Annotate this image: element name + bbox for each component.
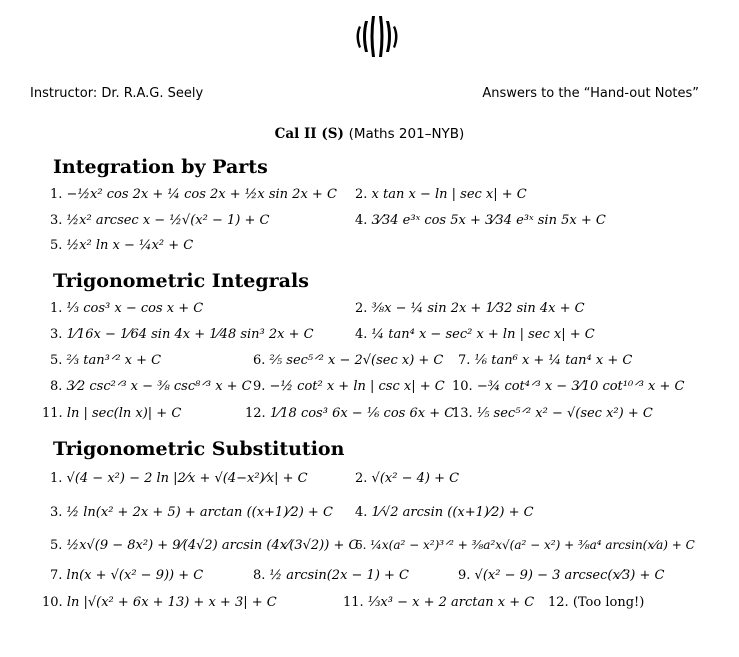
answer-sub-9 [458, 568, 664, 583]
answer-number: 5. [50, 538, 63, 553]
answer-text: ¼x(a² − x²)³ᐟ² + ⅜a²x√(a² − x²) + ⅜a⁴ arcsin(x⁄a) + C [370, 538, 695, 552]
answer-text: ⅙ tan⁶ x + ¼ tan⁴ x + C [474, 353, 633, 368]
answer-text: 1⁄16x − 1⁄64 sin 4x + 1⁄48 sin³ 2x + C [66, 327, 314, 342]
answer-sub-5 [50, 538, 358, 553]
course-code: Cal II (S) [274, 126, 344, 142]
answer-text: (Too long!) [572, 595, 645, 610]
answer-text: −½ cot² x + ln | csc x| + C [269, 379, 445, 394]
answer-trig-2 [355, 301, 585, 316]
answer-number: 1. [50, 471, 63, 486]
answer-number: 12. [245, 406, 266, 421]
answer-number: 8. [50, 379, 63, 394]
answer-trig-8 [50, 379, 252, 394]
answer-text: 3⁄2 csc²ᐟ³ x − ⅜ csc⁸ᐟ³ x + C [66, 379, 252, 394]
answer-sub-8 [253, 568, 409, 583]
answer-number: 1. [50, 301, 63, 316]
answer-trig-4 [355, 327, 595, 342]
answer-number: 3. [50, 505, 63, 520]
answer-text: 1⁄√2 arcsin ((x+1)⁄2) + C [371, 505, 534, 520]
answer-text: ½ arcsin(2x − 1) + C [269, 568, 410, 583]
answer-sub-4 [355, 505, 534, 520]
answer-trig-6 [253, 353, 443, 368]
answer-text: √(x² − 4) + C [371, 471, 460, 486]
answer-number: 11. [343, 595, 364, 610]
answer-number: 12. [548, 595, 569, 610]
answer-text: ln | sec(ln x)| + C [66, 406, 182, 421]
answer-number: 5. [50, 353, 63, 368]
answer-number: 11. [42, 406, 63, 421]
answer-parts-1 [50, 187, 337, 202]
answer-text: ⅜x − ¼ sin 2x + 1⁄32 sin 4x + C [371, 301, 585, 316]
answer-text: ¼ tan⁴ x − sec² x + ln | sec x| + C [371, 327, 595, 342]
answer-text: ln |√(x² + 6x + 13) + x + 3| + C [66, 595, 277, 610]
answer-number: 9. [253, 379, 266, 394]
answer-text: √(4 − x²) − 2 ln |2⁄x + √(4−x²)⁄x| + C [66, 471, 308, 486]
section-title-integration-by-parts: Integration by Parts [53, 156, 268, 178]
answer-number: 4. [355, 505, 368, 520]
answer-number: 2. [355, 471, 368, 486]
answer-text: ⅓ cos³ x − cos x + C [66, 301, 204, 316]
answer-sub-2 [355, 471, 459, 486]
answer-trig-9 [253, 379, 445, 394]
answer-parts-4 [355, 213, 606, 228]
answer-number: 5. [50, 238, 63, 253]
document-title: Answers to the “Hand-out Notes” [482, 86, 699, 101]
answer-trig-13 [452, 406, 653, 421]
answer-trig-5 [50, 353, 161, 368]
answer-number: 4. [355, 327, 368, 342]
answer-text: ln(x + √(x² − 9)) + C [66, 568, 204, 583]
answer-trig-12 [245, 406, 454, 421]
instructor-name: Instructor: Dr. R.A.G. Seely [30, 86, 204, 101]
answer-number: 3. [50, 327, 63, 342]
answer-number: 4. [355, 213, 368, 228]
answer-text: ½x√(9 − 8x²) + 9⁄(4√2) arcsin (4x⁄(3√2)) + C [66, 538, 359, 553]
course-number: (Maths 201–NYB) [348, 126, 465, 142]
answer-sub-3 [50, 505, 333, 520]
answer-number: 6. [355, 538, 367, 552]
section-title-trigonometric-substitution: Trigonometric Substitution [53, 438, 345, 460]
answer-sub-6 [355, 538, 695, 552]
answer-number: 9. [458, 568, 471, 583]
answer-text: ½x² ln x − ¼x² + C [66, 238, 194, 253]
answer-text: x tan x − ln | sec x| + C [371, 187, 527, 202]
answer-trig-10 [452, 379, 685, 394]
answer-parts-3 [50, 213, 269, 228]
answer-text: √(x² − 9) − 3 arcsec(x⁄3) + C [474, 568, 665, 583]
answer-text: ⅔ tan³ᐟ² x + C [66, 353, 162, 368]
answer-number: 10. [452, 379, 473, 394]
answer-number: 10. [42, 595, 63, 610]
answer-number: 3. [50, 213, 63, 228]
answer-sub-11 [343, 595, 534, 610]
answer-text: ⅖ sec⁵ᐟ² x − 2√(sec x) + C [269, 353, 444, 368]
answer-text: −¾ cot⁴ᐟ³ x − 3⁄10 cot¹⁰ᐟ³ x + C [476, 379, 685, 394]
answer-parts-2 [355, 187, 527, 202]
answer-trig-11 [42, 406, 181, 421]
answer-parts-5 [50, 238, 193, 253]
answer-trig-3 [50, 327, 314, 342]
answer-text: ½ ln(x² + 2x + 5) + arctan ((x+1)⁄2) + C [66, 505, 333, 520]
answer-number: 7. [458, 353, 471, 368]
university-logo [352, 12, 402, 60]
answer-sub-7 [50, 568, 203, 583]
answer-number: 2. [355, 301, 368, 316]
answer-sub-12 [548, 595, 644, 610]
answer-trig-7 [458, 353, 632, 368]
answer-number: 6. [253, 353, 266, 368]
answer-number: 2. [355, 187, 368, 202]
answer-number: 13. [452, 406, 473, 421]
answer-text: 1⁄18 cos³ 6x − ⅙ cos 6x + C [269, 406, 455, 421]
answer-text: 3⁄34 e³ˣ cos 5x + 3⁄34 e³ˣ sin 5x + C [371, 213, 606, 228]
answer-text: −½x² cos 2x + ¼ cos 2x + ½x sin 2x + C [66, 187, 337, 202]
answer-text: ⅓x³ − x + 2 arctan x + C [367, 595, 535, 610]
answer-number: 7. [50, 568, 63, 583]
answer-number: 1. [50, 187, 63, 202]
answer-text: ⅕ sec⁵ᐟ² x² − √(sec x²) + C [476, 406, 653, 421]
answer-sub-10 [42, 595, 277, 610]
answer-number: 8. [253, 568, 266, 583]
answer-sub-1 [50, 471, 308, 486]
section-title-trigonometric-integrals: Trigonometric Integrals [53, 270, 309, 292]
answer-trig-1 [50, 301, 203, 316]
course-title [0, 126, 739, 142]
answer-text: ½x² arcsec x − ½√(x² − 1) + C [66, 213, 270, 228]
